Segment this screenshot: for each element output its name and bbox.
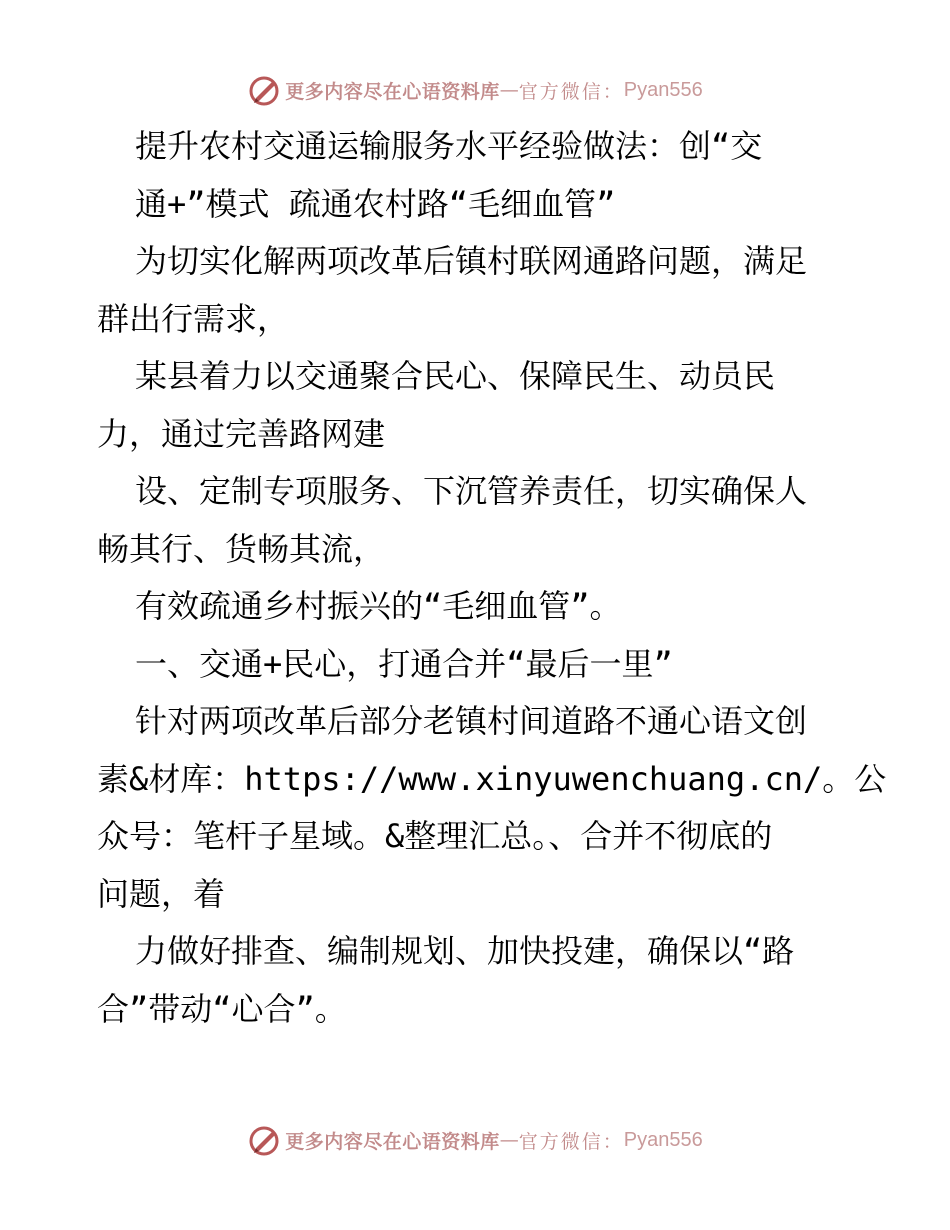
- doc-paragraph-line: 问题，着: [97, 874, 226, 913]
- doc-paragraph-line: 为切实化解两项改革后镇村联网通路问题，满足: [135, 242, 808, 280]
- header-wechat-id: Pyan556: [623, 78, 703, 101]
- doc-paragraph-line: 合”带动“心合”。: [97, 989, 347, 1028]
- doc-paragraph-line: 畅其行、货畅其流，: [97, 529, 386, 568]
- footer-watermark-separator: —: [499, 1129, 519, 1151]
- header-watermark-separator: —: [499, 79, 519, 101]
- header-official-label: 官方微信：: [518, 80, 624, 103]
- doc-title-line-2: 通+”模式 疏通农村路“毛细血管”: [135, 184, 616, 223]
- document-body: [97, 118, 887, 1038]
- footer-wechat-id: Pyan556: [623, 1128, 703, 1151]
- footer-watermark-text: 更多内容尽在心语资料库: [285, 1130, 500, 1153]
- header-watermark: [0, 70, 950, 110]
- doc-paragraph-line: 力做好排查、编制规划、加快投建，确保以“路: [135, 932, 795, 970]
- pen-logo-icon: [247, 1123, 281, 1157]
- doc-paragraph-line: 众号：笔杆子星域。&整理汇总。、合并不彻底的: [97, 817, 773, 855]
- doc-paragraph-line: 针对两项改革后部分老镇村间道路不通心语文创: [135, 702, 808, 740]
- doc-paragraph-line: 素&材库：https://www.xinyuwenchuang.cn/。公: [97, 759, 887, 798]
- doc-paragraph-line: 设、定制专项服务、下沉管养责任，切实确保人: [135, 472, 808, 510]
- doc-title-line-1: 提升农村交通运输服务水平经验做法：创“交: [135, 127, 763, 165]
- footer-official-label: 官方微信：: [518, 1130, 624, 1153]
- doc-section-heading: 一、交通+民心，打通合并“最后一里”: [135, 644, 673, 683]
- doc-paragraph-line: 群出行需求，: [97, 299, 290, 338]
- header-watermark-text: 更多内容尽在心语资料库: [285, 80, 500, 103]
- doc-paragraph-line: 有效疏通乡村振兴的“毛细血管”。: [135, 587, 622, 625]
- doc-paragraph-line: 力，通过完善路网建: [97, 414, 386, 453]
- footer-watermark: [0, 1120, 950, 1160]
- doc-paragraph-line: 某县着力以交通聚合民心、保障民生、动员民: [135, 357, 776, 395]
- pen-logo-icon: [247, 73, 281, 107]
